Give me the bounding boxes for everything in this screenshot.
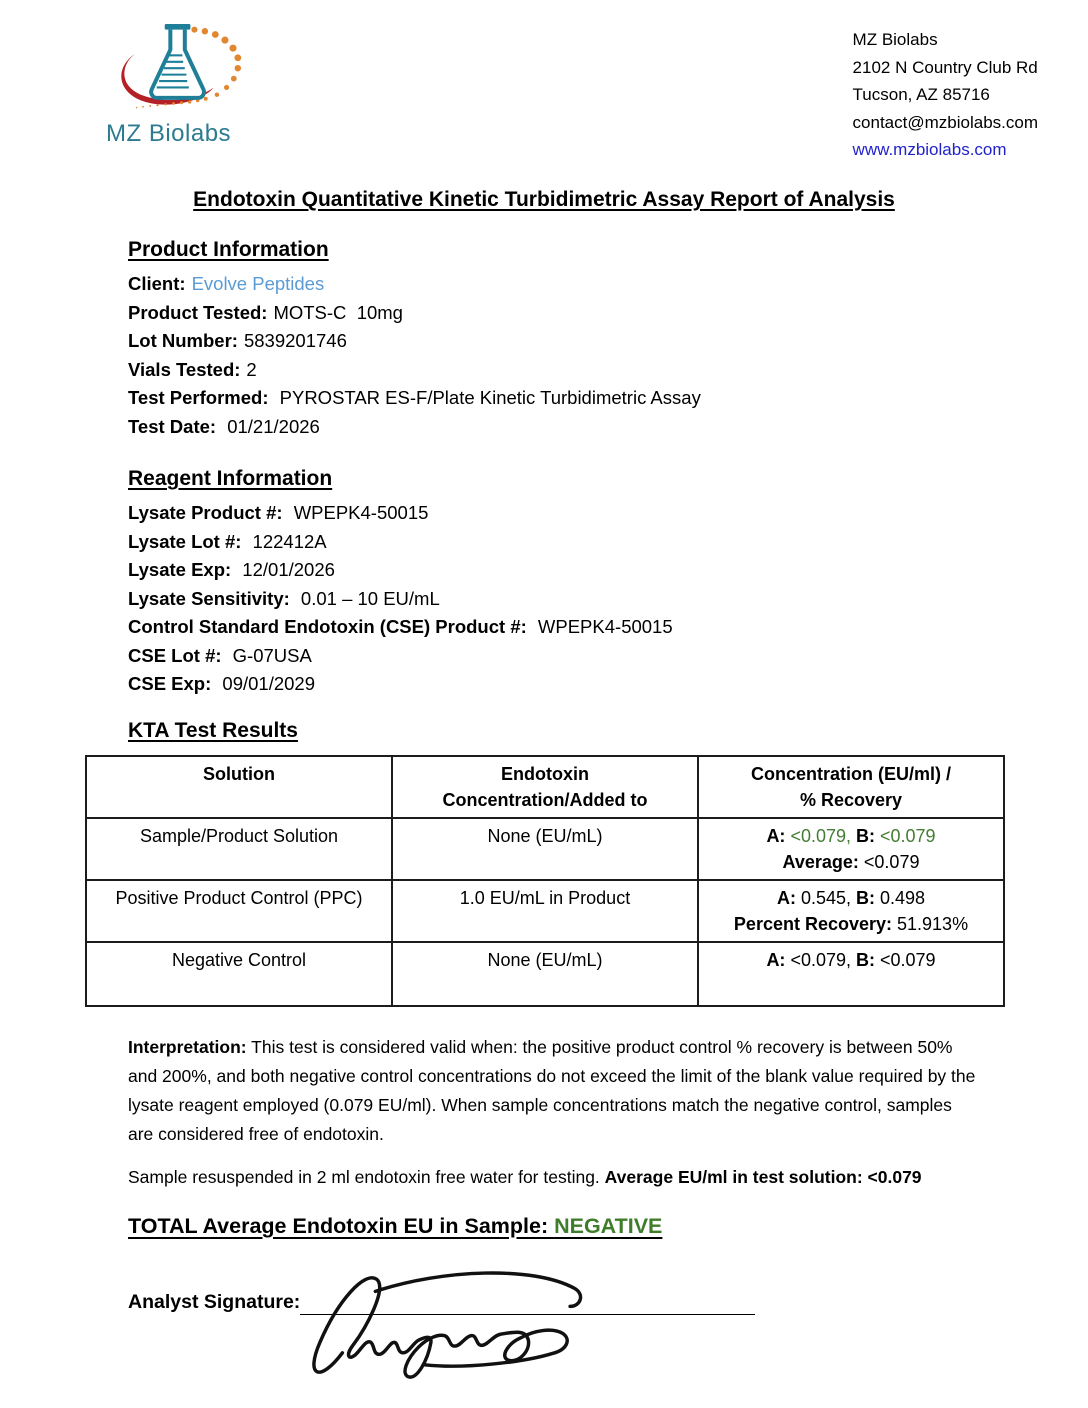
field-label: CSE Exp: bbox=[128, 673, 212, 694]
result-line bbox=[707, 947, 995, 973]
info-field bbox=[128, 670, 1088, 699]
field-label: Lysate Product #: bbox=[128, 502, 283, 523]
info-field bbox=[128, 384, 1088, 413]
info-field bbox=[128, 528, 1088, 557]
field-value: 01/21/2026 bbox=[222, 415, 320, 437]
info-field bbox=[128, 299, 1088, 328]
field-label: Control Standard Endotoxin (CSE) Product #: bbox=[128, 616, 527, 637]
result-segment: B: bbox=[856, 949, 880, 970]
result-segment: B: bbox=[856, 825, 880, 846]
result-segment: <0.079 bbox=[880, 949, 936, 970]
field-label: Lysate Exp: bbox=[128, 559, 232, 580]
result-segment: <0.079, bbox=[790, 825, 856, 846]
info-field bbox=[128, 356, 1088, 385]
sample-note-text: Sample resuspended in 2 ml endotoxin free water for testing. bbox=[128, 1166, 605, 1187]
result-line bbox=[707, 885, 995, 911]
field-value: 12/01/2026 bbox=[237, 559, 335, 580]
header-line: Concentration/Added to bbox=[442, 789, 648, 810]
concentration-recovery-cell bbox=[698, 880, 1004, 942]
field-label: Lysate Sensitivity: bbox=[128, 587, 290, 609]
result-segment: A: bbox=[766, 949, 791, 970]
info-field bbox=[128, 499, 1088, 528]
field-label: Client: bbox=[128, 273, 186, 294]
field-value: G-07USA bbox=[227, 644, 312, 666]
result-line bbox=[707, 849, 995, 875]
analyst-signature-handwriting bbox=[278, 1255, 630, 1387]
analyst-signature-label: Analyst Signature: bbox=[128, 1290, 301, 1313]
field-label: Test Date: bbox=[128, 415, 217, 437]
table-row bbox=[86, 942, 1004, 1006]
results-column-header bbox=[698, 756, 1004, 818]
header-line: % Recovery bbox=[799, 789, 903, 810]
field-value: WPEPK4-50015 bbox=[288, 502, 429, 523]
field-value: 0.01 – 10 EU/mL bbox=[295, 587, 440, 609]
kta-test-results-heading: KTA Test Results bbox=[128, 718, 298, 742]
solution-cell: Sample/Product Solution bbox=[86, 818, 392, 880]
results-table-header bbox=[86, 756, 1004, 818]
signature-row bbox=[128, 1263, 1088, 1408]
header-line: Solution bbox=[203, 763, 275, 784]
results-column-header bbox=[86, 756, 392, 818]
field-label: CSE Lot #: bbox=[128, 644, 222, 666]
report-title: Endotoxin Quantitative Kinetic Turbidimetric Assay Report of Analysis bbox=[193, 188, 895, 211]
info-field bbox=[128, 556, 1088, 585]
total-result-label: TOTAL Average Endotoxin EU in Sample: bbox=[128, 1213, 555, 1238]
result-segment: B: bbox=[856, 887, 880, 908]
field-value: 2 bbox=[246, 358, 257, 380]
info-field bbox=[128, 613, 1088, 642]
result-segment: <0.079, bbox=[790, 949, 856, 970]
field-value: MOTS-C 10mg bbox=[273, 301, 403, 323]
interpretation-paragraph bbox=[128, 1033, 980, 1149]
total-result-value: NEGATIVE bbox=[554, 1213, 663, 1238]
field-value: 5839201746 bbox=[243, 330, 347, 351]
results-table bbox=[85, 755, 1005, 1007]
contact-company-name: MZ Biolabs bbox=[852, 30, 938, 49]
flask-logo-icon bbox=[104, 20, 264, 118]
result-segment: 0.545, bbox=[800, 887, 856, 908]
info-field bbox=[128, 413, 1088, 442]
field-value: 122412A bbox=[247, 530, 327, 552]
concentration-recovery-cell bbox=[698, 942, 1004, 1006]
result-segment: <0.079 bbox=[863, 851, 920, 872]
field-value: Evolve Peptides bbox=[191, 273, 325, 294]
concentration-recovery-cell bbox=[698, 818, 1004, 880]
field-label: Test Performed: bbox=[128, 387, 269, 408]
header bbox=[0, 0, 1088, 159]
result-line bbox=[707, 911, 995, 937]
result-segment: <0.079 bbox=[880, 825, 936, 846]
reagent-information-heading: Reagent Information bbox=[128, 467, 333, 490]
info-field bbox=[128, 327, 1088, 356]
product-information-heading: Product Information bbox=[128, 238, 329, 261]
solution-cell: Positive Product Control (PPC) bbox=[86, 880, 392, 942]
contact-address-line1: 2102 N Country Club Rd bbox=[852, 57, 1038, 77]
field-label: Lysate Lot #: bbox=[128, 530, 242, 552]
interpretation-label: Interpretation: bbox=[128, 1036, 247, 1057]
logo-brand-text: MZ Biolabs bbox=[106, 120, 232, 147]
table-row bbox=[86, 818, 1004, 880]
reagent-information-fields bbox=[0, 499, 1088, 699]
endotoxin-added-cell: 1.0 EU/mL in Product bbox=[392, 880, 698, 942]
header-line: Endotoxin bbox=[501, 763, 589, 784]
field-value: 09/01/2029 bbox=[217, 673, 316, 694]
result-line bbox=[707, 823, 995, 849]
result-segment: Percent Recovery: bbox=[733, 913, 898, 934]
info-field bbox=[128, 642, 1088, 671]
field-label: Vials Tested: bbox=[128, 358, 241, 380]
contact-website-link[interactable]: www.mzbiolabs.com bbox=[852, 140, 1007, 159]
table-row bbox=[86, 880, 1004, 942]
endotoxin-added-cell: None (EU/mL) bbox=[392, 818, 698, 880]
header-line: Concentration (EU/ml) / bbox=[750, 763, 951, 784]
field-label: Product Tested: bbox=[128, 301, 268, 323]
sample-note-average: Average EU/ml in test solution: <0.079 bbox=[604, 1166, 922, 1187]
logo-flask bbox=[151, 24, 204, 98]
result-segment: Average: bbox=[782, 851, 864, 872]
result-segment: A: bbox=[776, 887, 801, 908]
sample-note bbox=[128, 1167, 1088, 1188]
field-value: WPEPK4-50015 bbox=[532, 616, 673, 637]
field-value: PYROSTAR ES-F/Plate Kinetic Turbidimetric Assay bbox=[274, 387, 701, 408]
contact-email: contact@mzbiolabs.com bbox=[852, 112, 1038, 132]
field-label: Lot Number: bbox=[128, 330, 238, 351]
result-segment: 51.913% bbox=[897, 913, 969, 934]
contact-address-line2: Tucson, AZ 85716 bbox=[852, 85, 990, 104]
company-logo bbox=[104, 20, 284, 148]
endotoxin-added-cell: None (EU/mL) bbox=[392, 942, 698, 1006]
contact-block bbox=[853, 20, 1038, 164]
total-result-line bbox=[128, 1214, 1088, 1239]
info-field bbox=[128, 270, 1088, 299]
info-field bbox=[128, 585, 1088, 614]
interpretation-text: This test is considered valid when: the positive product control % recovery is between 50% and 200%, and both negative control concentrations do not exceed the limit of the blank value required by the lysate reagent employed (0.079 EU/ml). When sample concentrations match the negative control, samples are considered free of endotoxin. bbox=[128, 1036, 976, 1144]
solution-cell: Negative Control bbox=[86, 942, 392, 1006]
result-segment: A: bbox=[766, 825, 791, 846]
results-column-header bbox=[392, 756, 698, 818]
result-segment: 0.498 bbox=[880, 887, 926, 908]
product-information-fields bbox=[0, 270, 1088, 441]
